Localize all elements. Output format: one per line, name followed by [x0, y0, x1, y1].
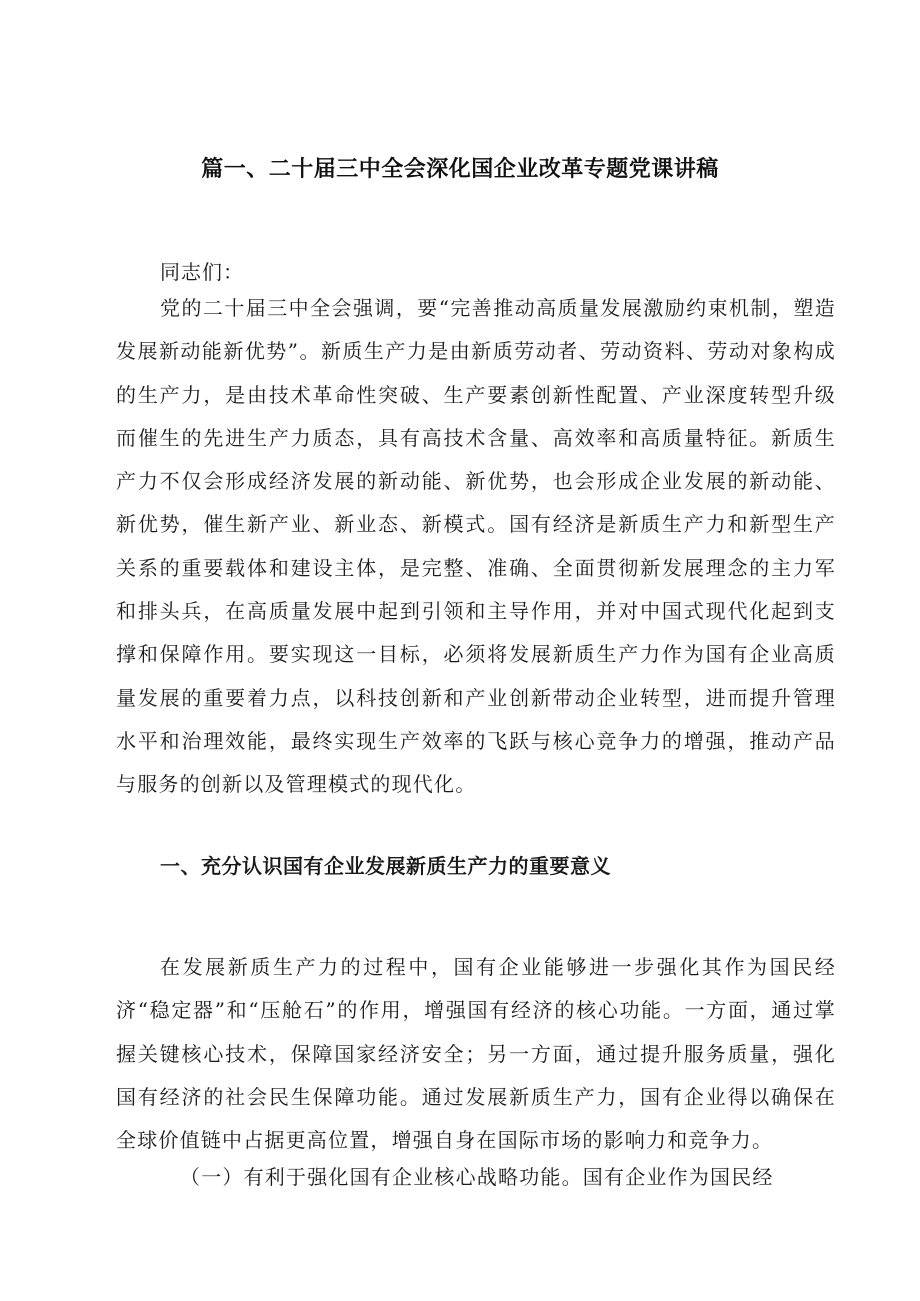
- greeting: 同志们：: [160, 260, 244, 284]
- subsection-heading-1: （一）有利于强化国有企业核心战略功能。国有企业作为国民经: [180, 1165, 774, 1189]
- paragraph-section-1: 在发展新质生产力的过程中，国有企业能够进一步强化其作为国民经济“稳定器”和“压舱石”的作用，增强国有经济的核心功能。一方面，通过掌握关键核心技术，保障国家经济安全；另一方面，通过提升服务质量，强化国有经济的社会民生保障功能。通过发展新质生产力，国有企业得以确保在全球价值链中占据更高位置，增强自身在国际市场的影响力和竞争力。: [116, 955, 836, 1153]
- paragraph-intro: 党的二十届三中全会强调，要“完善推动高质量发展激励约束机制，塑造发展新动能新优势”。新质生产力是由新质劳动者、劳动资料、劳动对象构成的生产力，是由技术革命性突破、生产要素创新性配置、产业深度转型升级而催生的先进生产力质态，具有高技术含量、高效率和高质量特征。新质生产力不仅会形成经济发展的新动能、新优势，也会形成企业发展的新动能、新优势，催生新产业、新业态、新模式。国有经济是新质生产力和新型生产关系的重要载体和建设主体，是完整、准确、全面贯彻新发展理念的主力军和排头兵，在高质量发展中起到引领和主导作用，并对中国式现代化起到支撑和保障作用。要实现这一目标，必须将发展新质生产力作为国有企业高质量发展的重要着力点，以科技创新和产业创新带动企业转型，进而提升管理水平和治理效能，最终实现生产效率的飞跃与核心竞争力的增强，推动产品与服务的创新以及管理模式的现代化。: [116, 296, 836, 797]
- document-title: 篇一、二十届三中全会深化国企业改革专题党课讲稿: [201, 157, 719, 182]
- section-heading-1: 一、充分认识国有企业发展新质生产力的重要意义: [160, 854, 611, 878]
